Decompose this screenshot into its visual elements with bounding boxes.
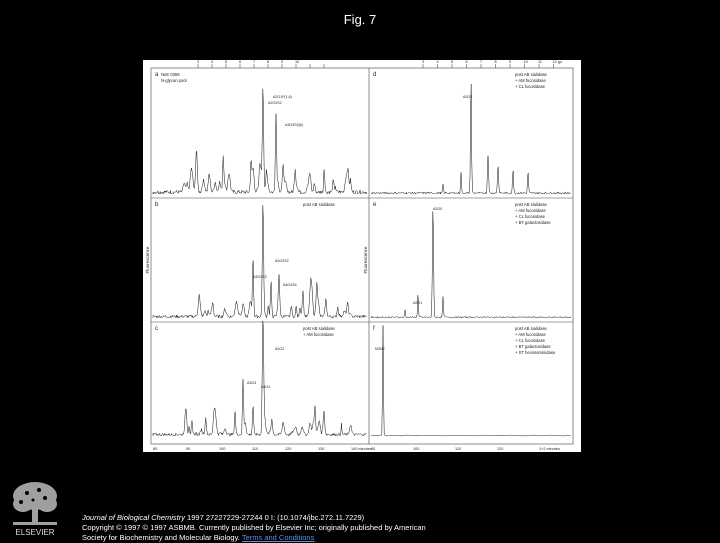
panel-label: + AM fucosidase — [515, 332, 546, 337]
trace-d — [371, 84, 571, 194]
top-tick-label: 8 — [267, 60, 270, 64]
panel-label: post AB sialidase — [515, 326, 547, 331]
y-axis-label: Fluorescence — [363, 246, 368, 274]
bottom-tick-label: 90 — [371, 447, 376, 451]
trace-c — [153, 321, 367, 436]
panel-label: + AM fucosidase — [515, 208, 546, 213]
chromatogram-figure — [143, 60, 581, 452]
top-tick-label: 4 — [436, 60, 439, 64]
peak-label: M3N2 — [375, 347, 385, 351]
top-tick-label: 5 — [451, 60, 454, 64]
bottom-tick-label: 110 — [252, 447, 259, 451]
panel-label: + BT galactosidase — [515, 344, 551, 349]
peak-label: A2G2S2 — [275, 259, 289, 263]
top-tick-label: 5 — [225, 60, 228, 64]
peak-label: A4G4S4 — [283, 283, 297, 287]
top-tick-label: 7 — [253, 60, 256, 64]
bottom-tick-label: 80 — [153, 447, 158, 451]
y-axis-label: Fluorescence — [145, 246, 150, 274]
panel-letter: f — [373, 326, 375, 332]
top-tick-label: 10 — [295, 60, 300, 64]
panel-label: + CL fucosidase — [515, 84, 545, 89]
panel-letter: b — [155, 202, 159, 208]
top-tick-label: 10 — [523, 60, 528, 64]
society-line: Society for Biochemistry and Molecular Biology. — [82, 533, 240, 542]
top-tick-label: 11 — [538, 60, 542, 64]
panel-label: post AB sialidase — [515, 202, 547, 207]
peak-label: A2G2 — [275, 347, 285, 351]
panel-label: + BT galactosidase — [515, 220, 551, 225]
bottom-tick-label: 100 — [413, 447, 420, 451]
publisher-name: ELSEVIER — [15, 528, 55, 537]
panel-label: NeE 0359 — [161, 72, 180, 77]
citation-block — [82, 513, 642, 543]
trace-b — [153, 205, 367, 318]
panel-letter: a — [155, 72, 159, 78]
peak-label: A2G0 — [433, 207, 443, 211]
panel-label: + CL fucosidase — [515, 338, 545, 343]
bottom-tick-label: 140 minutes — [351, 447, 372, 451]
elsevier-logo — [5, 478, 65, 538]
trace-e — [371, 211, 571, 318]
trace-a — [153, 89, 367, 194]
peak-label: A4G4 — [261, 385, 271, 389]
figure-frame — [151, 68, 573, 444]
bottom-tick-label: 120 — [497, 447, 504, 451]
panel-label: + AM fucosidase — [515, 78, 546, 83]
bottom-tick-label: 120 — [285, 447, 292, 451]
peak-label: A2G2 — [463, 95, 473, 99]
panel-label: + AM fucosidase — [303, 332, 334, 337]
panel-letter: c — [155, 326, 158, 332]
bottom-tick-label: 100 — [219, 447, 226, 451]
elsevier-tree-icon — [5, 478, 65, 538]
panel-label: post AB sialidase — [303, 202, 335, 207]
copyright-line: Copyright © 1997 © 1997 ASBMB. Currently published by Elsevier Inc; originally published by American — [82, 523, 426, 532]
top-tick-label: 3 — [197, 60, 200, 64]
top-tick-label: 3 — [422, 60, 425, 64]
terms-link[interactable]: Terms and Conditions — [241, 533, 315, 542]
peak-label: A2G1F(1,6) — [273, 95, 292, 99]
peak-label: A2G2S2 — [268, 101, 282, 105]
bottom-tick-label: 130 — [318, 447, 325, 451]
top-tick-label: 9 — [509, 60, 512, 64]
panel-letter: e — [373, 202, 377, 208]
peak-label: A2G1 — [413, 301, 423, 305]
top-tick-label: 8 — [494, 60, 497, 64]
panel-label: + ST hexosaminidase — [515, 350, 556, 355]
peak-label: A3G3S3 — [253, 275, 267, 279]
chromatogram-svg — [143, 60, 581, 452]
top-tick-label: 4 — [211, 60, 214, 64]
panel-letter: d — [373, 72, 377, 78]
panel-label: N-glycan pool — [161, 78, 187, 83]
panel-label: post AB sialidase — [515, 72, 547, 77]
peak-label: A3G3S3(6) — [285, 123, 303, 127]
top-tick-label: 6 — [465, 60, 468, 64]
panel-label: post AB sialidase — [303, 326, 335, 331]
bottom-tick-label: 90 — [186, 447, 191, 451]
top-tick-label: 9 — [281, 60, 284, 64]
bottom-tick-label: 1+2 minutes — [539, 447, 560, 451]
top-tick-label: 12 gu — [552, 60, 563, 64]
peak-label: A3G3 — [247, 381, 257, 385]
slide-title: Fig. 7 — [343, 12, 377, 27]
panel-label: + CL fucosidase — [515, 214, 545, 219]
citation-details: 1997 27227229-27244 0 I: (10.1074/jbc.272.11.7229) — [184, 513, 365, 522]
top-tick-label: 7 — [480, 60, 483, 64]
journal-name: Journal of Biological Chemistry — [82, 513, 185, 522]
top-tick-label: 6 — [239, 60, 242, 64]
bottom-tick-label: 110 — [455, 447, 462, 451]
